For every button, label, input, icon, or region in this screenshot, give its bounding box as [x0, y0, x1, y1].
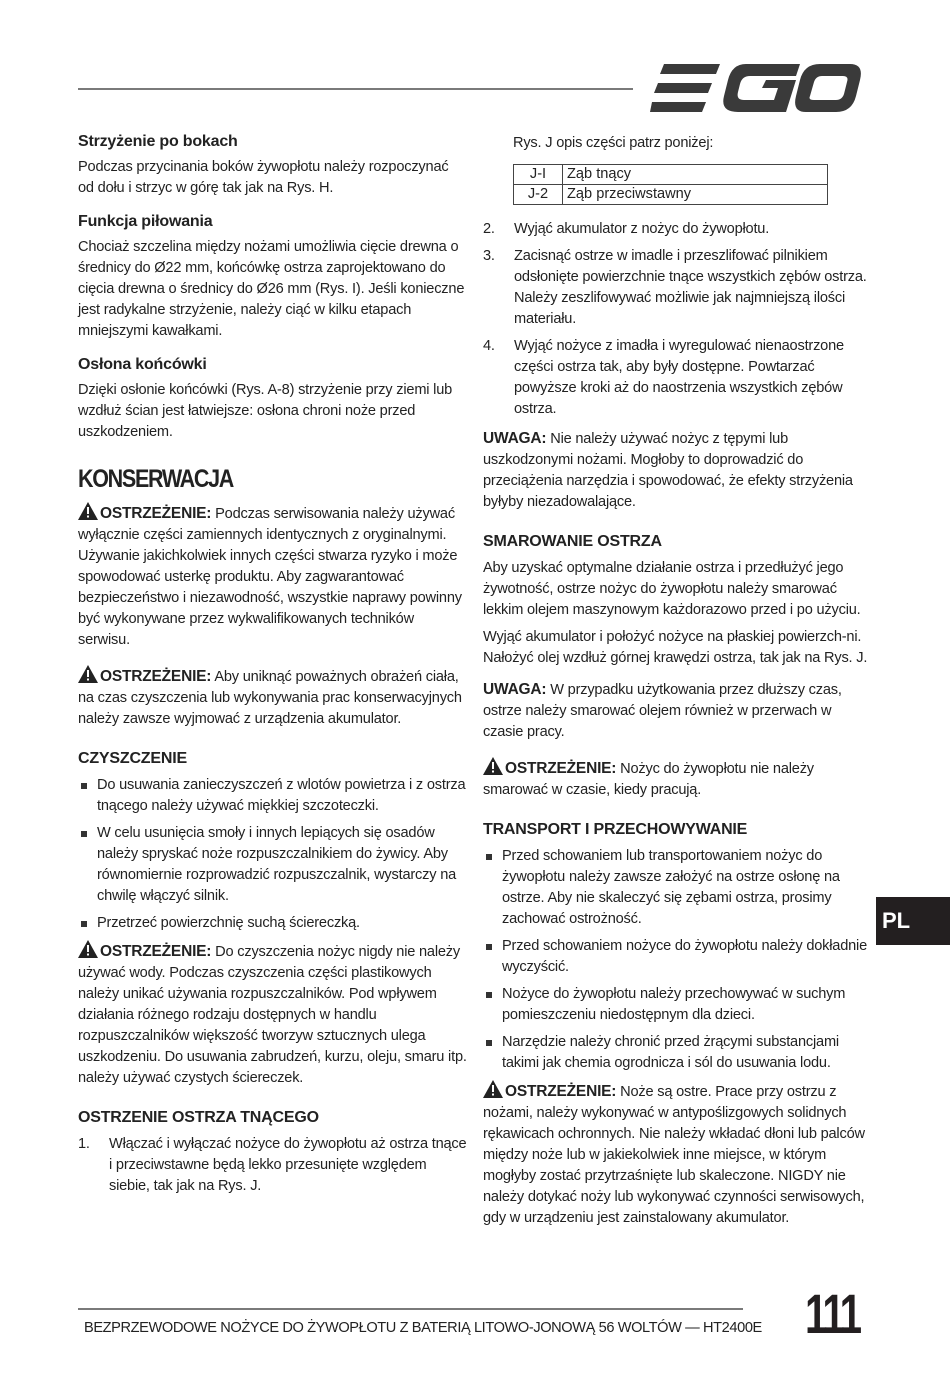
step-text: Wyjąć akumulator z nożyc do żywopłotu. [514, 221, 770, 237]
step-number: 2. [483, 221, 495, 237]
section-title-sawing: Funkcja piłowania [78, 213, 213, 230]
paragraph-side-trimming: Podczas przycinania boków żywopłotu należy rozpoczynać od dołu i strzyc w górę tak jak na Rys. H. [78, 159, 449, 196]
note-text: Nie należy używać nożyc z tępymi lub uszkodzonymi nożami. Mogłoby to doprowadzić do przeciążenia narzędzia i spowodować, że efekty strzyżenia byłyby niezadowalające. [483, 431, 853, 510]
step-text: Włączać i wyłączać nożyce do żywopłotu aż ostrza tnące i przeciwstawne będą lekko przesunięte względem siebie, tak jak na Rys. J. [109, 1136, 467, 1194]
heading-ostrzenie: OSTRZENIE OSTRZA TNĄCEGO [78, 1109, 319, 1126]
sharpening-steps-right [483, 219, 868, 420]
warning-triangle-icon [78, 502, 98, 520]
left-column [78, 133, 468, 1203]
warning-triangle-icon [78, 940, 98, 958]
table-cell-key: J-I [514, 165, 563, 185]
step-item [483, 219, 868, 240]
warning-label: OSTRZEŻENIE: [100, 668, 212, 685]
figure-j-caption: Rys. J opis części patrz poniżej: [513, 135, 714, 151]
warning-triangle-icon [78, 665, 98, 683]
paragraph-lubrication-2: Wyjąć akumulator i położyć nożyce na płaskiej powierzch-ni. Nałożyć olej wzdłuż górnej krawędzi ostrza, tak jak na Rys. J. [483, 629, 868, 666]
table-row [514, 185, 828, 205]
list-item: Narzędzie należy chronić przed żrącymi substancjami takimi jak chemia ogrodnicza i sól do usuwania lodu. [483, 1032, 868, 1074]
warning-block-4 [483, 757, 868, 801]
warning-block-2 [78, 665, 468, 730]
warning-block-5 [483, 1080, 868, 1229]
section-title-tip-guard: Osłona końcówki [78, 356, 207, 373]
warning-block-1 [78, 502, 468, 651]
warning-block-3 [78, 940, 468, 1089]
step-number: 1. [78, 1136, 90, 1152]
step-number: 3. [483, 248, 495, 264]
step-number: 4. [483, 338, 495, 354]
list-item: Nożyce do żywopłotu należy przechowywać w suchym pomieszczeniu niedostępnym dla dzieci. [483, 984, 868, 1026]
heading-transport: TRANSPORT I PRZECHOWYWANIE [483, 821, 748, 838]
step-text: Wyjąć nożyce z imadła i wyregulować nienaostrzone części ostrza tak, aby były dostępne. Powtarzać powyższe kroki aż do naostrzenia wszystkich zębów ostrza. [514, 338, 844, 417]
warning-label: OSTRZEŻENIE: [100, 505, 212, 522]
warning-text: Podczas serwisowania należy używać wyłącznie części zamiennych identycznych z oryginalnymi. Używanie jakichkolwiek innych części stwarza ryzyko i może spowodować usterkę produktu. Aby zagwarantować bezpieczeństwo i niezawodność, wszystkie naprawy powinny być wykonywane przez wykwalifikowanych techników serwisu. [78, 506, 462, 648]
step-item [483, 246, 868, 330]
page-number: 111 [805, 1282, 860, 1345]
sharpening-steps-left [78, 1134, 468, 1197]
heading-smarowanie: SMAROWANIE OSTRZA [483, 533, 662, 550]
paragraph-tip-guard: Dzięki osłonie końcówki (Rys. A-8) strzyżenie przy ziemi lub wzdłuż ścian jest łatwiejsze: osłona chroni noże przed uszkodzeniem. [78, 382, 453, 440]
footer-text: BEZPRZEWODOWE NOŻYCE DO ŻYWOPŁOTU Z BATERIĄ LITOWO-JONOWĄ 56 WOLTÓW — HT2400E [84, 1320, 762, 1336]
table-cell-value: Ząb przeciwstawny [563, 185, 828, 205]
warning-label: OSTRZEŻENIE: [505, 760, 617, 777]
footer-rule [78, 1308, 743, 1310]
warning-label: OSTRZEŻENIE: [505, 1083, 617, 1100]
ego-logo [650, 60, 862, 116]
table-row [514, 165, 828, 185]
note-block-1 [483, 428, 868, 513]
paragraph-sawing: Chociaż szczelina między nożami umożliwia cięcie drewna o średnicy do Ø22 mm, końcówkę ostrza zaprojektowano do cięcia drewna o średnicy do Ø26 mm (Rys. I). Jeśli konieczne jest radykalne strzyżenie, należy ciąć w kilku etapach mniejszymi kawałkami. [78, 239, 465, 339]
warning-label: OSTRZEŻENIE: [100, 943, 212, 960]
transport-list [483, 846, 868, 1074]
step-item [78, 1134, 468, 1197]
warning-text: Aby uniknąć poważnych obrażeń ciała, na czas czyszczenia lub wykonywania prac konserwacyjnych należy zawsze wyjmować z urządzenia akumulator. [78, 669, 462, 727]
parts-table [513, 164, 828, 205]
heading-czyszczenie: CZYSZCZENIE [78, 750, 187, 767]
language-tab: PL [876, 897, 950, 945]
table-cell-value: Ząb tnący [563, 165, 828, 185]
note-text: W przypadku użytkowania przez dłuższy czas, ostrze należy smarować olejem również w przerwach w czasie pracy. [483, 682, 842, 740]
step-item [483, 336, 868, 420]
note-block-2 [483, 679, 868, 743]
section-title-side-trimming: Strzyżenie po bokach [78, 133, 238, 150]
warning-text: Nożyc do żywopłotu nie należy smarować w czasie, kiedy pracują. [483, 761, 814, 798]
paragraph-lubrication-1: Aby uzyskać optymalne działanie ostrza i przedłużyć jego żywotność, ostrze nożyc do żywopłotu należy smarować lekkim olejem maszynowym każdorazowo przed i po użyciu. [483, 560, 861, 618]
warning-triangle-icon [483, 1080, 503, 1098]
warning-text: Do czyszczenia nożyc nigdy nie należy używać wody. Podczas czyszczenia części plastikowych należy unikać używania rozpuszczalników. Pod wpływem działania różnego rodzaju dostępnych w handlu rozpuszczalników większość tworzyw sztucznych ulega uszkodzeniu. Do usuwania zabrudzeń, kurzu, oleju, smaru itp. należy używać czystych ściereczek. [78, 944, 467, 1086]
list-item: W celu usunięcia smoły i innych lepiących się osadów należy spryskać noże rozpuszczalnikiem do żywicy. Aby równomiernie rozprowadzić rozpuszczalnik, wystarczy na chwilę włączyć silnik. [78, 823, 468, 907]
list-item: Przed schowaniem nożyce do żywopłotu należy dokładnie wyczyścić. [483, 936, 868, 978]
step-text: Zacisnąć ostrze w imadle i przeszlifować pilnikiem odsłonięte powierzchnie tnące wszystkich zębów ostrza. Należy zeszlifowywać możliwie jak najmniejszą ilości materiału. [514, 248, 867, 327]
cleaning-list [78, 775, 468, 934]
list-item: Przed schowaniem lub transportowaniem nożyc do żywopłotu należy zawsze założyć na ostrze osłonę na ostrze. Aby nie skaleczyć się zębami ostrza, prosimy zachować ostrożność. [483, 846, 868, 930]
note-label: UWAGA: [483, 681, 547, 698]
warning-triangle-icon [483, 757, 503, 775]
header-rule [78, 88, 633, 90]
table-cell-key: J-2 [514, 185, 563, 205]
right-column [483, 133, 868, 1235]
warning-text: Noże są ostre. Prace przy ostrzu z nożami, należy wykonywać w antypoślizgowych solidnych rękawicach ochronnych. Nie należy wkładać dłoni lub palców między noże lub w jakiekolwiek inne miejsce, w którym mogłyby zostać przytrzaśnięte lub skaleczone. NIGDY nie należy dotykać noży lub wykonywać czynności serwisowych, gdy w urządzeniu jest zainstalowany akumulator. [483, 1084, 865, 1226]
list-item: Do usuwania zanieczyszczeń z wlotów powietrza i z ostrza tnącego należy używać miękkiej szczoteczki. [78, 775, 468, 817]
list-item: Przetrzeć powierzchnię suchą ściereczką. [78, 913, 468, 934]
note-label: UWAGA: [483, 430, 547, 447]
heading-konserwacja: KONSERWACJA [78, 465, 234, 493]
